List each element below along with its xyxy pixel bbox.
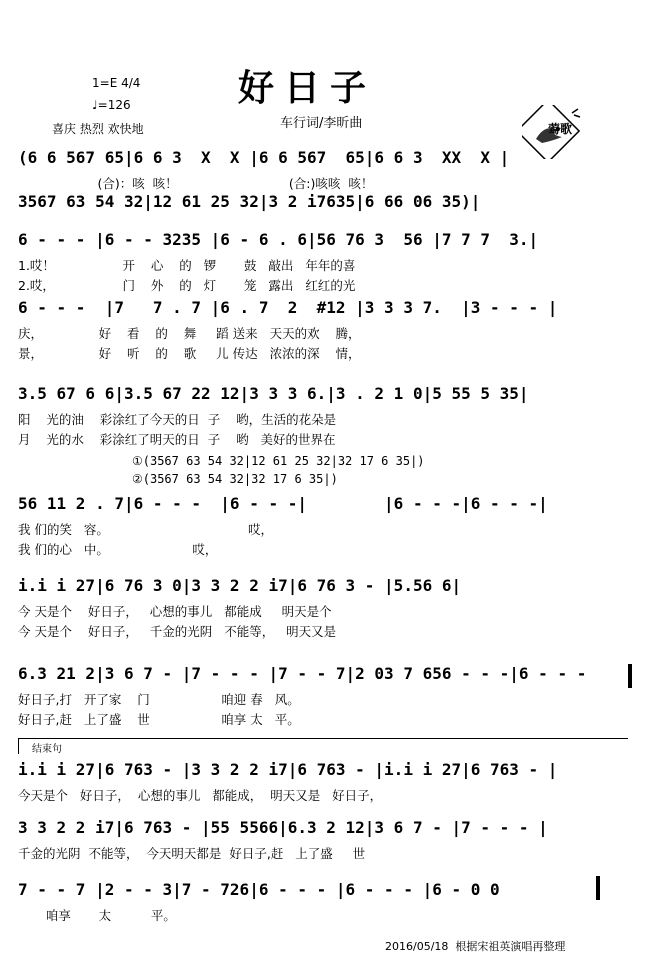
bird-logo-icon (512, 86, 582, 140)
logo-text: 莺歌 (548, 122, 573, 136)
lyric-line: 庆， 好 看 的 舞 蹈 送来 天天的欢 腾， (18, 326, 361, 341)
notation-line: 56 11 2 . 7|6 - - - |6 - - -| |6 - - -|6 - - -| (18, 494, 548, 513)
notation-line: 3567 63 54 32|12 61 25 32|3 2 i7635|6 66 06 35)| (18, 192, 481, 211)
lyric-line: 2.哎， 门 外 的 灯 笼 露出 红红的光 (18, 278, 356, 293)
notation-line: 3 3 2 2 i7|6 763 - |55 5566|6.3 2 12|3 6 7 - |7 - - - | (18, 818, 548, 837)
lyric-line: 今 天是个 好日子， 千金的光阴 不能等， 明天又是 (18, 624, 337, 639)
lyric-line: 月 光的水 彩涂红了明天的日 子 哟 美好的世界在 (18, 432, 336, 447)
credits: 车行词/李昕曲 (280, 116, 363, 131)
notation-line: 3.5 67 6 6|3.5 67 22 12|3 3 3 6.|3 . 2 1 0|5 55 5 35| (18, 384, 529, 403)
notation-line: 6.3 21 2|3 6 7 - |7 - - - |7 - - 7|2 03 7 656 - - -|6 - - - (18, 664, 587, 683)
lyric-line: 好日子,打 开了家 门 咱迎 春 风。 (18, 692, 300, 707)
lyric-line: 千金的光阴 不能等， 今天明天都是 好日子,赶 上了盛 世 (18, 846, 366, 861)
key-signature: 1=E 4/4 (92, 76, 141, 90)
mood-marking: 喜庆 热烈 欢快地 (52, 122, 144, 136)
notation-line: 7 - - 7 |2 - - 3|7 - 726|6 - - - |6 - - - |6 - 0 0 (18, 880, 500, 899)
ending-bracket-tick (18, 738, 20, 754)
lyric-line: 1.哎！ 开 心 的 锣 鼓 敲出 年年的喜 (18, 258, 356, 273)
lyric-line: 阳 光的油 彩涂红了今天的日 子 哟，生活的花朵是 (18, 412, 337, 427)
tempo-mark: ♩=126 (92, 98, 131, 112)
repeat-end-barline (628, 664, 632, 688)
lyric-line: 咱享 太 平。 (18, 908, 176, 923)
final-barline (596, 876, 600, 900)
notation-line: (6 6 567 65|6 6 3 X X |6 6 567 65|6 6 3 XX X | (18, 148, 510, 167)
bracket-line-1: ①(3567 63 54 32|12 61 25 32|32 17 6 35|) (132, 454, 425, 468)
lyric-line: (合)：咳 咳！ (合:)咳咳 咳！ (18, 176, 374, 191)
song-title: 好日子 (238, 68, 377, 109)
lyric-line: 我 们的笑 容。 哎， (18, 522, 273, 537)
notation-line: 6 - - - |6 - - 3235 |6 - 6 . 6|56 76 3 56 |7 7 7 3.| (18, 230, 539, 249)
lyric-line: 今 天是个 好日子， 心想的事儿 都能成 明天是个 (18, 604, 332, 619)
lyric-line: 我 们的心 中。 哎， (18, 542, 218, 557)
lyric-line: 景， 好 听 的 歌 儿 传达 浓浓的深 情， (18, 346, 361, 361)
footer-note: 2016/05/18 根据宋祖英演唱再整理 (385, 940, 566, 953)
ending-bracket-line (18, 738, 628, 740)
notation-line: i.i i 27|6 763 - |3 3 2 2 i7|6 763 - |i.i i 27|6 763 - | (18, 760, 558, 779)
notation-line: i.i i 27|6 76 3 0|3 3 2 2 i7|6 76 3 - |5.56 6| (18, 576, 462, 595)
lyric-line: 好日子,赶 上了盛 世 咱享 太 平。 (18, 712, 300, 727)
lyric-line: 今天是个 好日子， 心想的事儿 都能成， 明天又是 好日子， (18, 788, 383, 803)
ending-label: 结束句 (32, 744, 62, 755)
bracket-line-2: ②(3567 63 54 32|32 17 6 35|) (132, 472, 338, 486)
notation-line: 6 - - - |7 7 . 7 |6 . 7 2 #12 |3 3 3 7. |3 - - - | (18, 298, 558, 317)
